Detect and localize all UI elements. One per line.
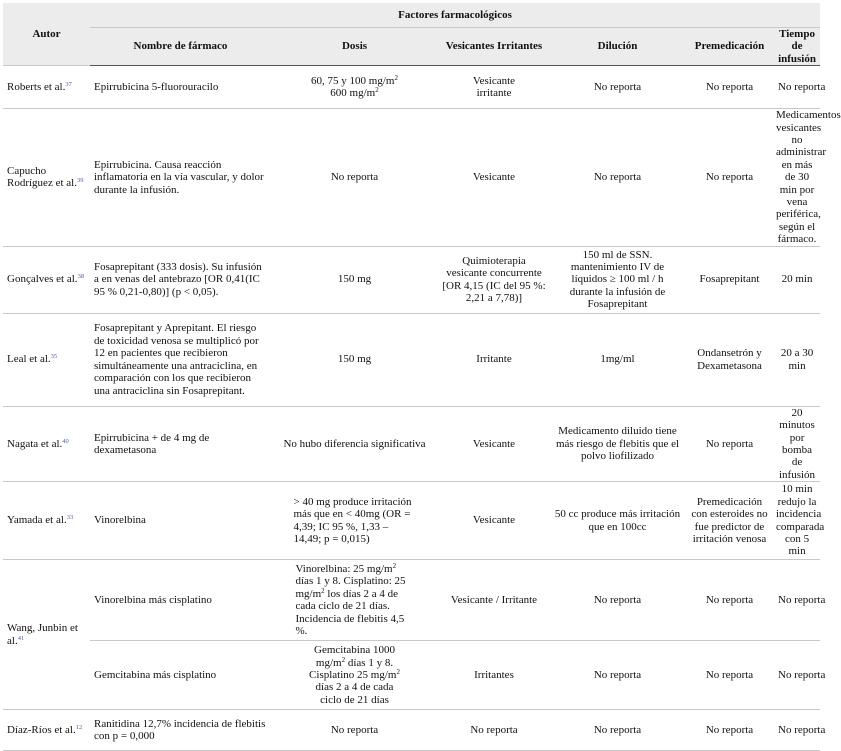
author-cell: [3, 313, 90, 406]
author-cell: [3, 109, 90, 246]
table-row: [3, 246, 820, 313]
dosis-part: los días 2 a 4 de cada ciclo de 21 días. Incidencia de flebitis 4,5 %.: [295, 587, 405, 637]
dosis-cell: [271, 560, 438, 641]
premed-cell: No reporta: [685, 641, 774, 710]
dosis-cell: 150 mg: [271, 313, 438, 406]
author-name: Gonçalves et al.: [7, 273, 78, 286]
dosis-cell: No hubo diferencia significativa: [271, 406, 438, 481]
dosis-text: [296, 563, 414, 637]
vesicantes-cell: Vesicante: [438, 482, 550, 560]
dilucion-cell: 1mg/ml: [550, 313, 685, 406]
vesicantes-cell: No reporta: [438, 710, 550, 751]
author-cell: [3, 482, 90, 560]
table-row: [3, 313, 820, 406]
premed-cell: Fosaprepitant: [685, 246, 774, 313]
dosis-superscript: 2: [392, 561, 397, 570]
reference-number: 37: [65, 81, 72, 89]
dosis-superscript: 2: [321, 586, 325, 595]
dosis-part: días 1 y 8. Cisplatino: 25 mg/m: [295, 575, 406, 600]
reference-number: 12: [75, 723, 83, 731]
tiempo-cell: 20 min: [774, 246, 820, 313]
farmaco-cell: Fosaprepitant (333 dosis). Su infusión a en venas del antebrazo [OR 0,41(IC 95 % 0,21-0,80)] (p < 0,05).: [90, 246, 271, 313]
dosis-superscript: 2: [394, 73, 398, 82]
vesicantes-cell: Quimioterapia vesicante concurrente [OR 4,15 (IC del 95 %: 2,21 a 7,78)]: [438, 246, 550, 313]
vesicantes-text: Vesicante irritante: [472, 74, 516, 100]
dosis-part: Gemcitabina 1000 mg/m: [314, 644, 395, 669]
farmaco-cell: Fosaprepitant y Aprepitant. El riesgo de toxicidad venosa se multiplicó por 12 en pacientes que recibieron simultáneamente una antraciclina, en comparación con los que recibieron una antraciclina sin Fosaprepitant.: [90, 313, 271, 406]
dosis-cell: 150 mg: [271, 246, 438, 313]
table-row: [3, 560, 820, 641]
dilucion-cell: No reporta: [550, 641, 685, 710]
dosis-cell: [271, 482, 438, 560]
dosis-part: días 1 y 8. Cisplatino 25 mg/m: [309, 656, 397, 681]
dosis-cell: No reporta: [271, 710, 438, 751]
premed-cell: No reporta: [685, 66, 774, 109]
col-header-vesicantes: Vesicantes Irritantes: [438, 28, 550, 66]
author-name: Wang, Junbin et al.: [7, 622, 78, 647]
farmaco-cell: Epirrubicina. Causa reacción inflamatoria en la vía vascular, y dolor durante la infusión.: [90, 109, 271, 246]
vesicantes-cell: Vesicante: [438, 109, 550, 246]
dilucion-cell: Medicamento diluido tiene más riesgo de flebitis que el polvo liofilizado: [550, 406, 685, 481]
dosis-cell: [271, 66, 438, 109]
farmaco-cell: Vinorelbina: [90, 482, 271, 560]
table-row: [3, 406, 820, 481]
reference-number: 38: [77, 273, 85, 281]
vesicantes-cell: Vesicante / Irritante: [438, 560, 550, 641]
premed-cell: Premedicación con esteroides no fue predictor de irritación venosa: [685, 482, 774, 560]
vesicantes-cell: Irritantes: [438, 641, 550, 710]
premed-cell: No reporta: [685, 109, 774, 246]
author-cell: [3, 560, 90, 710]
dilucion-cell: No reporta: [550, 710, 685, 751]
farmaco-cell: Ranitidina 12,7% incidencia de flebitis con p = 0,000: [90, 710, 271, 751]
premed-cell: No reporta: [685, 560, 774, 641]
tiempo-cell: Medicamentos vesicantes no administrar en más de 30 min por vena periférica, según el fármaco.: [776, 109, 841, 246]
vesicantes-cell: Vesicante: [438, 406, 550, 481]
tiempo-cell: 20 a 30 min: [774, 313, 820, 406]
farmaco-cell: Vinorelbina más cisplatino: [90, 560, 271, 641]
dilucion-cell: 50 cc produce más irritación que en 100cc: [550, 482, 685, 560]
dilucion-cell: 150 ml de SSN. mantenimiento IV de líquidos ≥ 100 ml / h durante la infusión de Fosaprepitant: [550, 246, 685, 313]
author-name: Leal et al.: [7, 353, 51, 366]
table-row: [3, 710, 820, 751]
farmaco-cell: Gemcitabina más cisplatino: [90, 641, 271, 710]
table-row: [3, 109, 820, 246]
dosis-text: [305, 644, 405, 706]
col-header-dilucion: Dilución: [550, 28, 685, 66]
col-header-autor: Autor: [3, 3, 90, 66]
tiempo-cell: No reporta: [774, 66, 820, 109]
author-name: Nagata et al.: [7, 437, 63, 450]
dilucion-cell: No reporta: [550, 109, 685, 246]
tiempo-cell: 10 min redujo la incidencia comparada con 5 min: [774, 482, 820, 560]
dosis-cell: [271, 641, 438, 710]
col-header-tiempo: Tiempo de infusión: [774, 28, 820, 66]
dilucion-cell: No reporta: [550, 66, 685, 109]
dosis-part: Vinorelbina: 25 mg/m: [295, 562, 393, 575]
dosis-text: 600 mg/m: [330, 87, 376, 100]
table-row: [3, 66, 820, 109]
header-row-columns: [3, 28, 820, 66]
reference-number: 39: [76, 177, 84, 185]
author-name: Díaz-Ríos et al.: [7, 723, 76, 736]
col-header-dosis: Dosis: [271, 28, 438, 66]
pharmacological-factors-table: [3, 3, 841, 751]
dilucion-cell: No reporta: [550, 560, 685, 641]
author-cell: [3, 246, 90, 313]
author-cell: [3, 710, 90, 751]
dosis-cell: No reporta: [271, 109, 438, 246]
pharmacological-factors-table-container: [3, 3, 841, 751]
farmaco-cell: Epirrubicina 5-fluorouracilo: [90, 66, 271, 109]
dosis-text: > 40 mg produce irritación más que en < 40mg (OR = 4,39; IC 95 %, 1,33 – 14,49; p = 0,015): [293, 495, 412, 546]
tiempo-cell: No reporta: [774, 641, 820, 710]
dosis-superscript: 2: [375, 86, 379, 95]
dosis-superscript: 2: [341, 655, 346, 664]
vesicantes-cell: Irritante: [438, 313, 550, 406]
author-name: Capucho Rodríguez et al.: [7, 165, 77, 190]
author-cell: [3, 66, 90, 109]
dosis-text: 60, 75 y 100 mg/m: [311, 74, 395, 87]
table-row: [3, 641, 820, 710]
author-name: Yamada et al.: [7, 514, 67, 527]
reference-number: 35: [50, 353, 58, 361]
tiempo-cell: No reporta: [774, 710, 820, 751]
reference-number: 41: [17, 634, 25, 642]
premed-cell: Ondansetrón y Dexametasona: [685, 313, 774, 406]
author-name: Roberts et al.: [7, 81, 66, 94]
tiempo-cell: No reporta: [774, 560, 820, 641]
author-cell: [3, 406, 90, 481]
premed-cell: No reporta: [685, 710, 774, 751]
col-group-header-factores: Factores farmacológicos: [90, 3, 820, 28]
header-row-group: [3, 3, 820, 28]
table-row: [3, 482, 820, 560]
premed-cell: No reporta: [685, 406, 774, 481]
vesicantes-cell: [438, 66, 550, 109]
col-header-premedicacion: Premedicación: [685, 28, 774, 66]
tiempo-cell: 20 minutos por bomba de infusión: [774, 406, 820, 481]
col-header-farmaco: Nombre de fármaco: [90, 28, 271, 66]
reference-number: 33: [66, 514, 74, 522]
dosis-part: días 2 a 4 de cada ciclo de 21 días: [315, 681, 394, 706]
reference-number: 40: [62, 437, 69, 445]
dosis-superscript: 2: [396, 667, 400, 676]
farmaco-cell: Epirrubicina + de 4 mg de dexametasona: [90, 406, 271, 481]
